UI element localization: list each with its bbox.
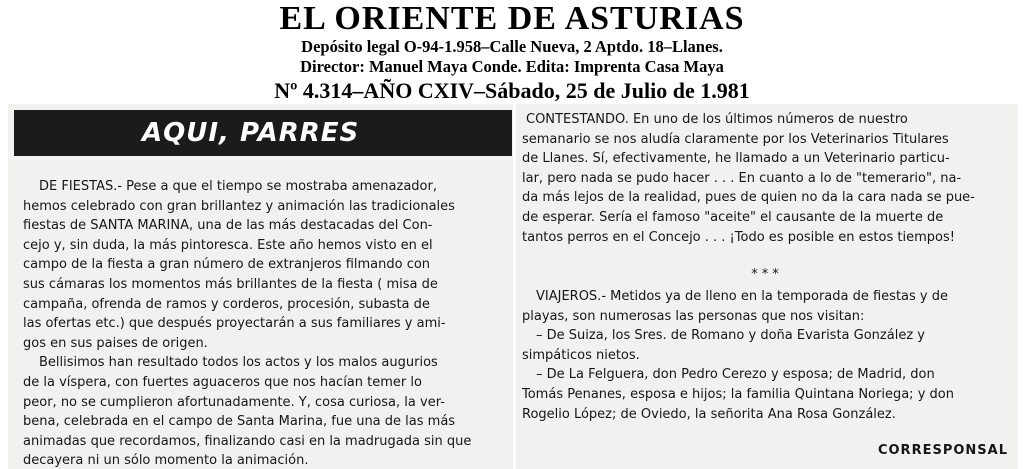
article-line: campaña, ofrenda de ramos y corderos, procesión, subasta de bbox=[23, 296, 430, 312]
article-line: – De Suiza, los Sres. de Romano y doña Evarista González y bbox=[536, 328, 925, 344]
article-line: de la víspera, con fuertes aguaceros que nos hacían temer lo bbox=[23, 374, 422, 390]
article-line: CONTESTANDO. En uno de los últimos números de nuestro bbox=[526, 112, 908, 127]
article-line: campo de la fiesta a gran número de extranjeros filmando con bbox=[23, 257, 431, 273]
article-line: bena, celebrada en el campo de Santa Marina, fue una de las más bbox=[23, 414, 456, 430]
section-separator: *** bbox=[751, 267, 783, 282]
section-banner bbox=[14, 110, 512, 156]
article-line: hemos celebrado con gran brillantez y animación las tradicionales bbox=[23, 198, 455, 214]
newspaper-title: EL ORIENTE DE ASTURIAS bbox=[279, 0, 745, 37]
article-line: de esperar. Sería el famoso "aceite" el causante de la muerte de bbox=[522, 209, 944, 225]
issue-line: Nº 4.314–AÑO CXIV–Sábado, 25 de Julio de 1.981 bbox=[274, 78, 750, 103]
article-line: semanario se nos aludía claramente por los Veterinarios Titulares bbox=[522, 131, 949, 147]
article-line: VIAJEROS.- Metidos ya de lleno en la temporada de fiestas y de bbox=[536, 289, 948, 304]
section-title: AQUI, PARRES bbox=[142, 118, 360, 148]
article-line: lar, pero nada se pudo hacer . . . En cuanto a lo de "temerario", na- bbox=[522, 170, 962, 186]
article-line: Rogelio López; de Oviedo, la señorita Ana Rosa González. bbox=[522, 406, 896, 422]
article-line: – De La Felguera, don Pedro Cerezo y esposa; de Madrid, don bbox=[536, 367, 935, 383]
article-line: Tomás Penanes, esposa e hijos; la familia Quintana Noriega; y don bbox=[522, 386, 954, 402]
contestando-text bbox=[522, 110, 975, 247]
article-line: fiestas de SANTA MARINA, una de las más destacadas del Con- bbox=[23, 218, 433, 234]
article-line: playas, son numerosas las personas que nos visitan: bbox=[522, 308, 865, 324]
legal-deposit-line: Depósito legal O-94-1.958–Calle Nueva, 2 Aptdo. 18–Llanes. bbox=[301, 37, 723, 56]
article-line: simpáticos nietos. bbox=[522, 347, 640, 363]
article-line: da más lejos de la realidad, pues de quien no da la cara nada se pue- bbox=[522, 190, 975, 206]
correspondent-signature: CORRESPONSAL bbox=[877, 443, 1008, 458]
viajeros-text bbox=[522, 287, 954, 424]
article-line: Bellisimos han resultado todos los actos y los malos augurios bbox=[39, 355, 438, 371]
article-line: las ofertas etc.) que después proyectarán a sus familiares y ami- bbox=[23, 316, 446, 332]
article-line: cejo y, sin duda, la más pintoresca. Este año hemos visto en el bbox=[23, 237, 433, 253]
article-line: tantos perros en el Concejo . . . ¡Todo es posible en estos tiempos! bbox=[522, 229, 955, 245]
article-line: peor, no se cumplieron afortunadamente. Y, cosa curiosa, la ver- bbox=[23, 394, 445, 410]
article-line: de Llanes. Sí, efectivamente, he llamado a un Veterinario particu- bbox=[522, 151, 950, 167]
director-line: Director: Manuel Maya Conde. Edita: Imprenta Casa Maya bbox=[300, 57, 724, 76]
article-line: decayera ni un sólo momento la animación. bbox=[23, 453, 309, 469]
article-line: gos en sus paises de origen. bbox=[23, 335, 208, 351]
article-line: DE FIESTAS.- Pese a que el tiempo se mostraba amenazador, bbox=[39, 179, 437, 194]
left-article-text bbox=[23, 177, 471, 469]
article-line: sus cámaras los momentos más brillantes de la fiesta ( misa de bbox=[23, 276, 438, 292]
article-line: animadas que recordamos, finalizando casi en la madrugada sin que bbox=[23, 433, 472, 449]
right-clipping bbox=[516, 104, 1018, 469]
left-clipping bbox=[8, 104, 513, 469]
